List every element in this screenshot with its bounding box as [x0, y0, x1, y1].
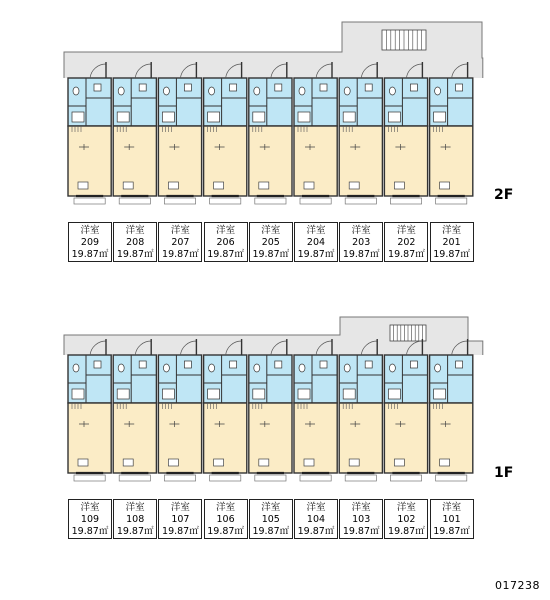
unit-type: 洋室: [306, 502, 326, 513]
living-room-area: [113, 403, 156, 473]
toilet-icon: [299, 87, 305, 95]
unit-number: 107: [171, 514, 190, 525]
unit-area: 19.87㎡: [433, 526, 470, 537]
unit-info-102: [384, 499, 428, 539]
toilet-icon: [163, 87, 169, 95]
unit-info-208: [113, 222, 157, 262]
air-conditioner-icon: [78, 182, 88, 189]
floor-label-2f: 2F: [494, 187, 514, 203]
kitchen-icon: [162, 112, 174, 122]
balcony: [74, 198, 105, 204]
unit-number: 202: [397, 237, 416, 248]
toilet-icon: [118, 364, 124, 372]
balcony: [300, 198, 331, 204]
unit-area: 19.87㎡: [433, 249, 470, 260]
unit-area: 19.87㎡: [252, 526, 290, 537]
air-conditioner-icon: [259, 182, 269, 189]
toilet-icon: [209, 87, 215, 95]
balcony: [210, 198, 241, 204]
stair-icon: [390, 325, 426, 341]
unit-plan: [249, 339, 292, 481]
toilet-icon: [299, 364, 305, 372]
air-conditioner-icon: [394, 182, 404, 189]
unit-info-101: [430, 499, 474, 539]
living-room-area: [294, 403, 337, 473]
unit-type: 洋室: [442, 502, 462, 513]
toilet-icon: [435, 364, 441, 372]
living-room-area: [339, 403, 382, 473]
kitchen-icon: [388, 389, 400, 399]
unit-info-109: [68, 499, 112, 539]
unit-area: 19.87㎡: [297, 249, 335, 260]
unit-plan: [113, 62, 156, 204]
kitchen-icon: [434, 389, 446, 399]
unit-number: 206: [216, 237, 235, 248]
toilet-icon: [254, 87, 260, 95]
air-conditioner-icon: [123, 182, 133, 189]
air-conditioner-icon: [440, 459, 450, 466]
stair-icon: [382, 30, 426, 50]
unit-info-201: [430, 222, 474, 262]
unit-info-209: [68, 222, 112, 262]
living-room-area: [384, 403, 427, 473]
kitchen-icon: [208, 389, 220, 399]
sink-icon: [230, 84, 237, 91]
unit-number: 102: [397, 514, 416, 525]
unit-area: 19.87㎡: [342, 526, 380, 537]
unit-type: 洋室: [216, 225, 236, 236]
balcony: [300, 475, 331, 481]
unit-plan: [68, 62, 111, 204]
unit-info-203: [339, 222, 383, 262]
sink-icon: [139, 361, 146, 368]
kitchen-icon: [117, 389, 129, 399]
unit-plan: [249, 62, 292, 204]
kitchen-icon: [253, 112, 265, 122]
unit-plan: [113, 339, 156, 481]
unit-type: 洋室: [216, 502, 236, 513]
air-conditioner-icon: [123, 459, 133, 466]
unit-plan: [204, 62, 247, 204]
unit-area: 19.87㎡: [297, 526, 335, 537]
unit-number: 101: [442, 514, 461, 525]
unit-area: 19.87㎡: [162, 526, 199, 537]
unit-area: 19.87㎡: [71, 526, 109, 537]
living-room-area: [430, 126, 473, 196]
balcony: [255, 198, 286, 204]
unit-info-202: [384, 222, 428, 262]
balcony: [164, 475, 195, 481]
sink-icon: [94, 361, 101, 368]
balcony: [164, 198, 195, 204]
kitchen-icon: [298, 389, 310, 399]
balcony: [255, 475, 286, 481]
toilet-icon: [73, 364, 79, 372]
toilet-icon: [118, 87, 124, 95]
balcony: [390, 475, 421, 481]
unit-type: 洋室: [261, 225, 281, 236]
sink-icon: [456, 361, 463, 368]
kitchen-icon: [298, 112, 310, 122]
toilet-icon: [389, 87, 395, 95]
living-room-area: [384, 126, 427, 196]
unit-number: 209: [80, 237, 100, 248]
unit-plan: [294, 339, 337, 481]
toilet-icon: [254, 364, 260, 372]
unit-info-106: [204, 499, 248, 539]
toilet-icon: [209, 364, 215, 372]
sink-icon: [410, 361, 417, 368]
unit-info-104: [294, 499, 338, 539]
balcony: [119, 475, 150, 481]
sink-icon: [320, 361, 327, 368]
living-room-area: [249, 403, 292, 473]
unit-plan: [339, 62, 382, 204]
kitchen-icon: [343, 389, 355, 399]
unit-number: 208: [126, 237, 145, 248]
living-room-area: [68, 403, 111, 473]
unit-info-205: [249, 222, 293, 262]
unit-info-103: [339, 499, 383, 539]
living-room-area: [294, 126, 337, 196]
air-conditioner-icon: [349, 459, 359, 466]
air-conditioner-icon: [440, 182, 450, 189]
unit-plan: [204, 339, 247, 481]
living-room-area: [204, 403, 247, 473]
unit-area: 19.87㎡: [388, 526, 425, 537]
unit-type: 洋室: [306, 225, 326, 236]
balcony: [74, 475, 105, 481]
unit-number: 203: [352, 237, 371, 248]
balcony: [119, 198, 150, 204]
unit-number: 201: [442, 237, 461, 248]
kitchen-icon: [117, 112, 129, 122]
unit-type: 洋室: [396, 502, 416, 513]
air-conditioner-icon: [304, 182, 314, 189]
unit-area: 19.87㎡: [71, 249, 109, 260]
unit-plan: [430, 62, 473, 204]
unit-plan: [68, 339, 111, 481]
air-conditioner-icon: [259, 459, 269, 466]
unit-area: 19.87㎡: [207, 526, 244, 537]
kitchen-icon: [162, 389, 174, 399]
balcony: [390, 198, 421, 204]
sink-icon: [365, 84, 372, 91]
unit-type: 洋室: [80, 502, 100, 513]
unit-plan: [384, 339, 427, 481]
living-room-area: [158, 126, 201, 196]
air-conditioner-icon: [394, 459, 404, 466]
unit-info-105: [249, 499, 293, 539]
unit-info-207: [158, 222, 202, 262]
sink-icon: [139, 84, 146, 91]
toilet-icon: [344, 364, 350, 372]
kitchen-icon: [72, 112, 84, 122]
unit-info-204: [294, 222, 338, 262]
living-room-area: [158, 403, 201, 473]
unit-plan: [339, 339, 382, 481]
balcony: [345, 198, 376, 204]
sink-icon: [275, 361, 282, 368]
unit-plan: [294, 62, 337, 204]
unit-info-206: [204, 222, 248, 262]
unit-number: 109: [80, 514, 100, 525]
unit-plan: [384, 62, 427, 204]
unit-area: 19.87㎡: [162, 249, 199, 260]
unit-area: 19.87㎡: [388, 249, 425, 260]
unit-type: 洋室: [125, 502, 145, 513]
toilet-icon: [163, 364, 169, 372]
sink-icon: [94, 84, 101, 91]
unit-number: 108: [126, 514, 145, 525]
kitchen-icon: [208, 112, 220, 122]
unit-number: 103: [352, 514, 371, 525]
unit-area: 19.87㎡: [116, 526, 154, 537]
unit-number: 205: [261, 237, 280, 248]
property-code: 017238: [495, 579, 540, 592]
air-conditioner-icon: [349, 182, 359, 189]
balcony: [436, 475, 467, 481]
balcony: [345, 475, 376, 481]
living-room-area: [339, 126, 382, 196]
air-conditioner-icon: [78, 459, 88, 466]
unit-number: 204: [306, 237, 326, 248]
unit-type: 洋室: [396, 225, 416, 236]
unit-info-107: [158, 499, 202, 539]
air-conditioner-icon: [168, 182, 178, 189]
kitchen-icon: [434, 112, 446, 122]
unit-area: 19.87㎡: [207, 249, 244, 260]
kitchen-icon: [343, 112, 355, 122]
unit-type: 洋室: [170, 225, 190, 236]
unit-area: 19.87㎡: [252, 249, 290, 260]
kitchen-icon: [253, 389, 265, 399]
unit-type: 洋室: [125, 225, 145, 236]
toilet-icon: [389, 364, 395, 372]
floor-2f: [64, 22, 483, 204]
unit-number: 207: [171, 237, 190, 248]
sink-icon: [410, 84, 417, 91]
sink-icon: [365, 361, 372, 368]
toilet-icon: [435, 87, 441, 95]
unit-number: 105: [261, 514, 280, 525]
unit-area: 19.87㎡: [116, 249, 154, 260]
unit-plan: [158, 339, 201, 481]
unit-type: 洋室: [351, 225, 371, 236]
unit-info-108: [113, 499, 157, 539]
sink-icon: [184, 361, 191, 368]
unit-number: 106: [216, 514, 235, 525]
kitchen-icon: [388, 112, 400, 122]
unit-type: 洋室: [261, 502, 281, 513]
sink-icon: [230, 361, 237, 368]
unit-plan: [430, 339, 473, 481]
floor-1f: [64, 317, 483, 481]
unit-area: 19.87㎡: [342, 249, 380, 260]
air-conditioner-icon: [304, 459, 314, 466]
unit-number: 104: [306, 514, 326, 525]
unit-type: 洋室: [80, 225, 100, 236]
sink-icon: [320, 84, 327, 91]
sink-icon: [275, 84, 282, 91]
unit-type: 洋室: [170, 502, 190, 513]
living-room-area: [204, 126, 247, 196]
living-room-area: [430, 403, 473, 473]
toilet-icon: [344, 87, 350, 95]
sink-icon: [184, 84, 191, 91]
balcony: [210, 475, 241, 481]
balcony: [436, 198, 467, 204]
sink-icon: [456, 84, 463, 91]
floor-label-1f: 1F: [494, 465, 514, 481]
air-conditioner-icon: [168, 459, 178, 466]
living-room-area: [68, 126, 111, 196]
air-conditioner-icon: [214, 182, 224, 189]
living-room-area: [249, 126, 292, 196]
living-room-area: [113, 126, 156, 196]
toilet-icon: [73, 87, 79, 95]
unit-plan: [158, 62, 201, 204]
kitchen-icon: [72, 389, 84, 399]
unit-type: 洋室: [351, 502, 371, 513]
air-conditioner-icon: [214, 459, 224, 466]
unit-type: 洋室: [442, 225, 462, 236]
